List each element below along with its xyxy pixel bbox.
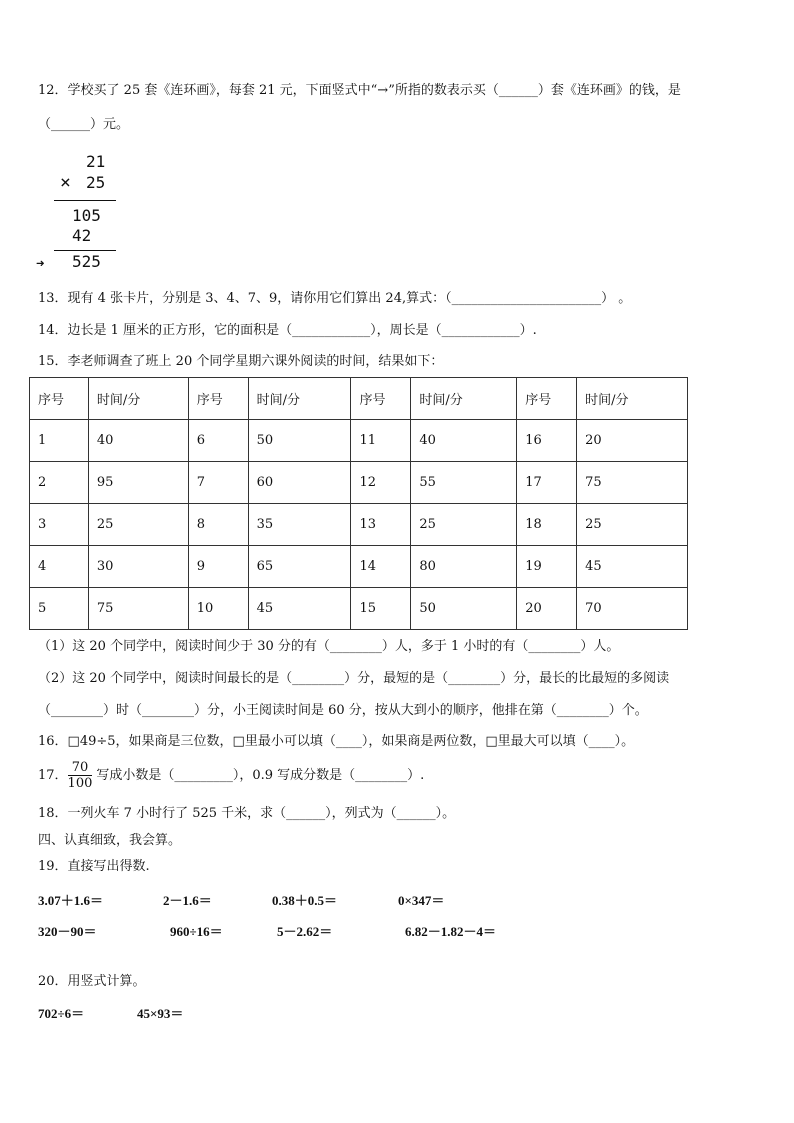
table-cell: 70 <box>577 588 688 630</box>
table-cell: 17 <box>517 462 577 504</box>
table-cell: 1 <box>30 420 89 462</box>
q19-title: 19．直接写出得数. <box>38 859 150 874</box>
table-cell: 80 <box>411 546 517 588</box>
q12-line1: 12．学校买了 25 套《连环画》，每套 21 元，下面竖式中“→”所指的数表示买（______）套《连环画》的钱，是 <box>38 83 681 98</box>
calc-partial-1: 105 <box>72 206 101 225</box>
calc-item: 5－2.62＝ <box>277 924 333 939</box>
table-cell: 3 <box>30 504 89 546</box>
table-cell: 4 <box>30 546 89 588</box>
table-row <box>30 462 688 504</box>
fraction-numerator: 70 <box>68 760 93 776</box>
calc-item: 702÷6＝ <box>38 1006 85 1021</box>
table-cell: 18 <box>517 504 577 546</box>
q13-text: 13．现有 4 张卡片，分别是 3、4、7、9，请你用它们算出 24,算式：（_______________________） 。 <box>38 291 632 306</box>
calc-top: 21 <box>86 152 106 171</box>
table-header: 时间/分 <box>411 378 517 420</box>
calc-item: 45×93＝ <box>137 1006 184 1021</box>
table-cell: 25 <box>411 504 517 546</box>
section-heading: 四、认真细致，我会算。 <box>38 833 182 848</box>
table-header-row <box>30 378 688 420</box>
arrow-icon: ➜ <box>36 256 45 272</box>
table-header: 序号 <box>30 378 89 420</box>
q15-sub1: （1）这 20 个同学中，阅读时间少于 30 分的有（________）人，多于 1 小时的有（________）人。 <box>38 639 620 654</box>
q17-label: 17． <box>38 768 68 783</box>
table-cell: 19 <box>517 546 577 588</box>
calc-item: 0×347＝ <box>398 893 445 908</box>
table-cell: 11 <box>351 420 411 462</box>
table-cell: 15 <box>351 588 411 630</box>
table-cell: 45 <box>248 588 351 630</box>
fraction-denominator: 100 <box>67 776 93 791</box>
table-cell: 10 <box>188 588 248 630</box>
table-cell: 75 <box>88 588 188 630</box>
table-cell: 2 <box>30 462 89 504</box>
table-cell: 20 <box>517 588 577 630</box>
q15-title: 15．李老师调查了班上 20 个同学星期六课外阅读的时间，结果如下： <box>38 354 444 369</box>
calc-result: 525 <box>72 252 101 271</box>
table-header: 时间/分 <box>248 378 351 420</box>
table-cell: 50 <box>248 420 351 462</box>
calc-line-2 <box>54 250 116 251</box>
table-row <box>30 588 688 630</box>
table-cell: 55 <box>411 462 517 504</box>
calc-item: 960÷16＝ <box>170 924 223 939</box>
q17-text <box>38 757 424 795</box>
calc-partial-2: 42 <box>72 226 92 245</box>
table-cell: 13 <box>351 504 411 546</box>
table-cell: 5 <box>30 588 89 630</box>
calc-item: 320－90＝ <box>38 924 97 939</box>
q12-line2: （______）元。 <box>38 117 130 132</box>
table-cell: 20 <box>577 420 688 462</box>
table-cell: 8 <box>188 504 248 546</box>
table-cell: 16 <box>517 420 577 462</box>
table-cell: 65 <box>248 546 351 588</box>
q14-text: 14．边长是 1 厘米的正方形，它的面积是（____________），周长是（____________）. <box>38 323 537 338</box>
fraction <box>68 760 93 791</box>
table-cell: 50 <box>411 588 517 630</box>
table-row <box>30 546 688 588</box>
calc-item: 3.07＋1.6＝ <box>38 893 104 908</box>
table-cell: 14 <box>351 546 411 588</box>
q15-sub2-line2: （________）时（________）分，小王阅读时间是 60 分，按从大到小的顺序，他排在第（________）个。 <box>38 703 648 718</box>
q16-text: 16．□49÷5，如果商是三位数，□里最小可以填（____），如果商是两位数，□里最大可以填（____）。 <box>38 734 635 749</box>
table-cell: 30 <box>88 546 188 588</box>
table-cell: 40 <box>88 420 188 462</box>
table-row <box>30 504 688 546</box>
table-header: 时间/分 <box>577 378 688 420</box>
table-cell: 7 <box>188 462 248 504</box>
calc-multiplier: 25 <box>86 173 106 192</box>
table-cell: 40 <box>411 420 517 462</box>
q17-body: 写成小数是（_________），0.9 写成分数是（________）. <box>96 768 425 783</box>
mult-sign: × <box>60 172 71 193</box>
table-header: 序号 <box>517 378 577 420</box>
calc-item: 6.82－1.82－4＝ <box>405 924 497 939</box>
table-cell: 25 <box>88 504 188 546</box>
reading-time-table <box>29 377 688 630</box>
q20-title: 20．用竖式计算。 <box>38 974 146 989</box>
table-cell: 95 <box>88 462 188 504</box>
table-cell: 6 <box>188 420 248 462</box>
table-cell: 45 <box>577 546 688 588</box>
table-cell: 75 <box>577 462 688 504</box>
table-cell: 25 <box>577 504 688 546</box>
table-cell: 9 <box>188 546 248 588</box>
table-cell: 12 <box>351 462 411 504</box>
table-row <box>30 420 688 462</box>
calc-item: 0.38＋0.5＝ <box>272 893 338 908</box>
calc-item: 2－1.6＝ <box>163 893 212 908</box>
table-header: 序号 <box>351 378 411 420</box>
table-cell: 35 <box>248 504 351 546</box>
table-header: 时间/分 <box>88 378 188 420</box>
calc-line-1 <box>54 200 116 201</box>
q15-sub2-line1: （2）这 20 个同学中，阅读时间最长的是（________）分，最短的是（________）分，最长的比最短的多阅读 <box>38 671 670 686</box>
table-cell: 60 <box>248 462 351 504</box>
q18-text: 18．一列火车 7 小时行了 525 千米，求（______），列式为（______）。 <box>38 806 456 821</box>
table-header: 序号 <box>188 378 248 420</box>
